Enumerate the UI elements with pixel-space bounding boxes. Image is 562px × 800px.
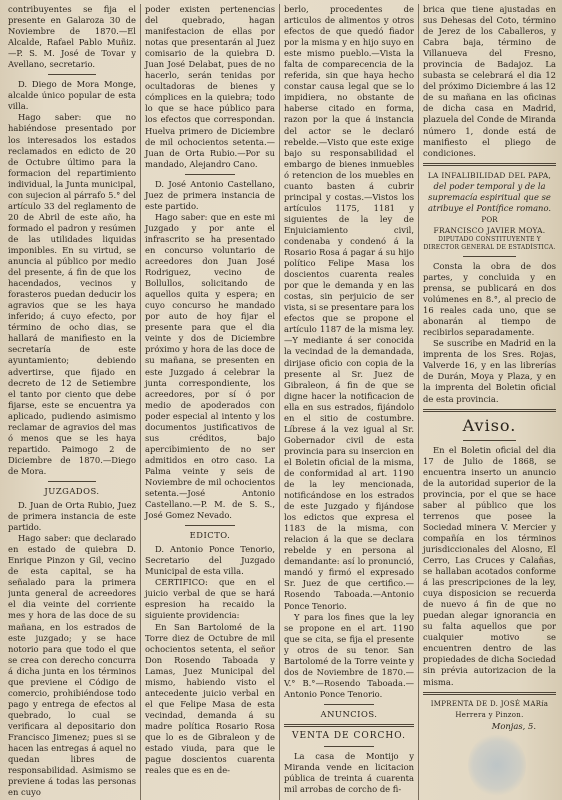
- notice-quiebra: Hago saber: que declarado en estado de quiebra D. Enrique Pinzon y Gil, vecino de esta capital, se ha señalado para la primera junta general de acreedores el dia veinte del corriente mes y hora de las doce de su mañana, en los estrados de este juzgado; y se hace notorio para que todo el que se crea con derecho concurra á dicha junta en los términos que previene el Código de comercio, prohibiéndose todo pago y entrega de efectos al quebrado, lo cual se verificara al depositario don Francisco Jimenez; pues si se hacen las entregas á aquel no quedan libres de responsabilidad. Asimismo se previene á todas las personas en cuyo: [8, 533, 136, 798]
- section-juzgados: JUZGADOS.: [44, 485, 100, 496]
- corcho-cont: brica que tiene ajustadas en sus Dehesas del Coto, término de Jerez de los Caballeros, y Cabra baja, término de Villanueva del Fresno, provincia de Badajoz. La subasta se celebrará el dia 12 del próximo Diciembre á las 12 de su mañana en las oficinas de dicha casa en Madrid, plazuela del Conde de Miranda número 1, donde está de manifiesto el pliego de condiciones.: [423, 4, 556, 158]
- fines-text: Y para los fines que la ley se propone en el art. 1190 que se cita, se fija el presente y otros de su tenor. San Bartolomé de la Torre veinte y dos de Noviembre de 1870.—V.° B.°—Rosendo Taboada.—Antonio Ponce Tenorio.: [284, 611, 414, 699]
- divider-double: [423, 409, 556, 412]
- notice-galaroza: contribuyentes se fija el presente en Galaroza 30 de Noviembre de 1870.—El Alcalde, Rafael Pablo Muñiz.—P. S. M. José de Tovar y Avellano, secretario.: [8, 4, 136, 70]
- author-title: DIPUTADO CONSTITUYENTE Y DIRECTOR GENERAL DE ESTADÍSTICA.: [423, 235, 556, 251]
- juez-castellano-heading: D. José Antonio Castellano, Juez de primera instancia de este partido.: [145, 178, 275, 211]
- column-2: [140, 4, 279, 800]
- divider: [324, 746, 374, 747]
- book-subscription: Se suscribe en Madrid en la imprenta de los Sres. Rojas, Valverde 16, y en las librerías de Durán, Moya y Plaza, y en la imprenta del Boletin oficial de esta provincia.: [423, 338, 556, 404]
- divider: [463, 440, 516, 441]
- book-title: LA INFALIBILIDAD DEL PAPA,: [427, 170, 552, 180]
- notice-quiebra-cont: poder existen pertenencias del quebrado, hagan manifestacion de ellas por notas que presentarán al Juez comisario de la quiebra D. Juan José Delabat, pues de no hacerlo, serán tenidas por ocultadoras de bienes y cómplices en la quiebra; todo lo que se hace público para los efectos que correspondan. Huelva primero de Diciembre de mil ochocientos setenta.—Juan de Orta Rubio.—Por su mandado, Alejandro Cano.: [145, 4, 275, 169]
- divider: [48, 481, 96, 482]
- alcalde-heading: D. Diego de Mora Monge, alcalde único popular de esta villa.: [8, 79, 136, 112]
- column-1: [8, 4, 140, 800]
- divider: [48, 74, 96, 75]
- columns: [8, 4, 556, 800]
- imprint-address: Monjas, 5.: [491, 720, 536, 731]
- venta-corcho-heading: VENTA DE CORCHO.: [292, 731, 406, 741]
- column-4: [418, 4, 556, 800]
- certifico-text: CERTIFICO: que en el juicio verbal de que se hará espresion ha recaido la siguiente providencia:: [145, 577, 275, 621]
- book-description: Consta la obra de dos partes, y concluida y en prensa, se publicará en dos volúmenes en 8.°, al precio de 16 reales cada uno, que se abonarán al tiempo de recibirlos separadamente.: [423, 260, 556, 338]
- providencia-text: En San Bartolomé de la Torre diez de Octubre de mil ochocientos setenta, el señor Don Rosendo Taboada y Lamas, Juez Municipal del mismo, habiendo visto el antecedente juicio verbal en el que Felipe Masa de esta vecindad, demanda á su madre política Rosario Rosa que lo es de Gibraleon y de estado viuda, para que le pague doscientos cuarenta reales que es en de-: [145, 621, 275, 776]
- divider: [185, 174, 235, 175]
- divider: [463, 256, 516, 257]
- corcho-text: La casa de Montijo y Miranda vende en licitacion pública de treinta á cuarenta mil arrobas de corcho de fi-: [284, 751, 414, 795]
- book-subtitle: del poder temporal y de la supremacía espiritual que se atribuye el Pontífice romano.: [427, 180, 552, 213]
- divider: [324, 704, 374, 705]
- secretario-heading: D. Antonio Ponce Tenorio, Secretario del Juzgado Municipal de esta villa.: [145, 544, 275, 577]
- imprint: IMPRENTA DE D. JOSÉ MARía Herrera y Pinzon.: [430, 699, 549, 719]
- notice-concurso: Hago saber: que en este mi Juzgado y por ante el infrascrito se ha presentado en concurso voluntario de acreedores don Juan José Rodriguez, vecino de Bollullos, solicitando de aquellos quita y espera; en cuyo concurso he mandado por auto de hoy fijar el presente para que el dia veinte y dos de Diciembre próximo y hora de las doce de su mañana, se presenten en este Juzgado á celebrar la junta correspondiente, los acreedores, por sí ó por medio de apoderados con poder especial al intento y los documentos justificativos de sus créditos, bajo apercibimiento de no ser admitidos en otro caso. La Palma veinte y seis de Noviembre de mil ochocientos setenta.—José Antonio Castellano.—P. M. de S. S., José Gomez Nevado.: [145, 211, 275, 521]
- divider-double: [423, 163, 556, 166]
- juez-heading: D. Juan de Orta Rubio, Juez de primera instancia de este partido.: [8, 500, 136, 533]
- column-3: [279, 4, 418, 800]
- section-edicto: EDICTO.: [189, 530, 231, 541]
- notice-paimogo: Hago saber: que no habiéndose presentado por los interesados los estados reclamados en edicto de 20 de Octubre último para la formacion del repartimiento individual, la Junta municipal, con sujecion al párrafo 5.° del artículo 33 del reglamento de 20 de Abril de este año, ha formado el padron y resúmen de las utilidades liquidas imponibles. En su virtud, se anuncia al público por medio del presente, á fin de que los hacendados, vecinos y forasteros puedan deducir los agravios que se les haya inferido; á cuyo efecto, por término de ocho dias, se hallará de manifiesto en la secretaría de este ayuntamiento; debiendo advertirse, que fijado en decreto de 12 de Setiembre el tanto por ciento que debe fijarse, este se encuentra ya aplicado, pudiendo asimismo reclamar de agravios del mas ó menos que se les haya repartido. Paimogo 2 de Diciembre de 1870.—Diego de Mora.: [8, 112, 136, 476]
- book-por: POR: [481, 214, 498, 224]
- divider-double: [423, 692, 556, 695]
- aviso-text: En el Boletin oficial del dia 17 de Julio de 1868, se encuentra inserto un anuncio de la autoridad superior de la provincia, por el que se hace saber al público que los terrenos que posee la Sociedad minera V. Mercier y compañía en los términos jurisdiccionales del Alosno, El Cerro, Las Cruces y Calañas, se hallaban acotados conforme á las prescripciones de la ley, cuya disposicion se recuerda de nuevo á fin de que no puedan alegar ignorancia en su falta aquellos que por cualquier motivo se encuentren dentro de las propiedades de dicha Sociedad sin prévia autorizacion de la misma.: [423, 444, 556, 687]
- aviso-heading: Aviso.: [462, 415, 517, 435]
- section-anuncios: ANUNCIOS.: [320, 708, 378, 719]
- providencia-cont: berlo, procedentes de articulos de alimentos y otros efectos de que quedó fiador por la misma y en hijo suyo en este mismo pueblo.—Vista la falta de comparecencia de la referida, sin que haya hecho constar causa legal que se lo impidiera, no obstante de haberse citado en forma, razon por la que á instancia del actor se le declaró rebelde.—Visto que este exige bajo su responsabilidad el embargo de bienes inmuebles ó retencion de los muebles en cuanto basten á cubrir principal y costas.—Vistos los artículos 1175, 1181 y siguientes de la ley de Enjuiciamiento civil, condenaba y condenó á la Rosario Rosa á pagar á su hijo político Felipe Masa los doscientos cuarenta reales por que le demanda y en las costas, sin perjuicio de ser vista, si se presentare para los efectos que se propone el artículo 1187 de la misma ley.—Y mediante á ser conocida la vecindad de la demandada, dirijase oficio con copia de la presente al Sr. Juez de Gibraleon, á fin de que se digne hacer la notificacion de ella en sus estrados, fijándolo en el sitio de costumbre. Líbrese á la vez igual al Sr. Gobernador civil de esta provincia para su insercion en el Boletin oficial de la misma, de conformidad al art. 1190 de la ley mencionada, notificándose en los estrados de este Juzgado y fijándose los edictos que expresa el 1183 de la misma, con relacion á la que se declara rebelde y en persona al demandante: así lo pronunció, mandó y firmó el expresado Sr. Juez de que certifico.—Rosendo Taboada.—Antonio Ponce Tenorio.: [284, 4, 414, 611]
- divider: [185, 525, 235, 526]
- divider-double: [284, 724, 414, 727]
- book-author: FRANCISCO JAVIER MOYA.: [433, 225, 546, 235]
